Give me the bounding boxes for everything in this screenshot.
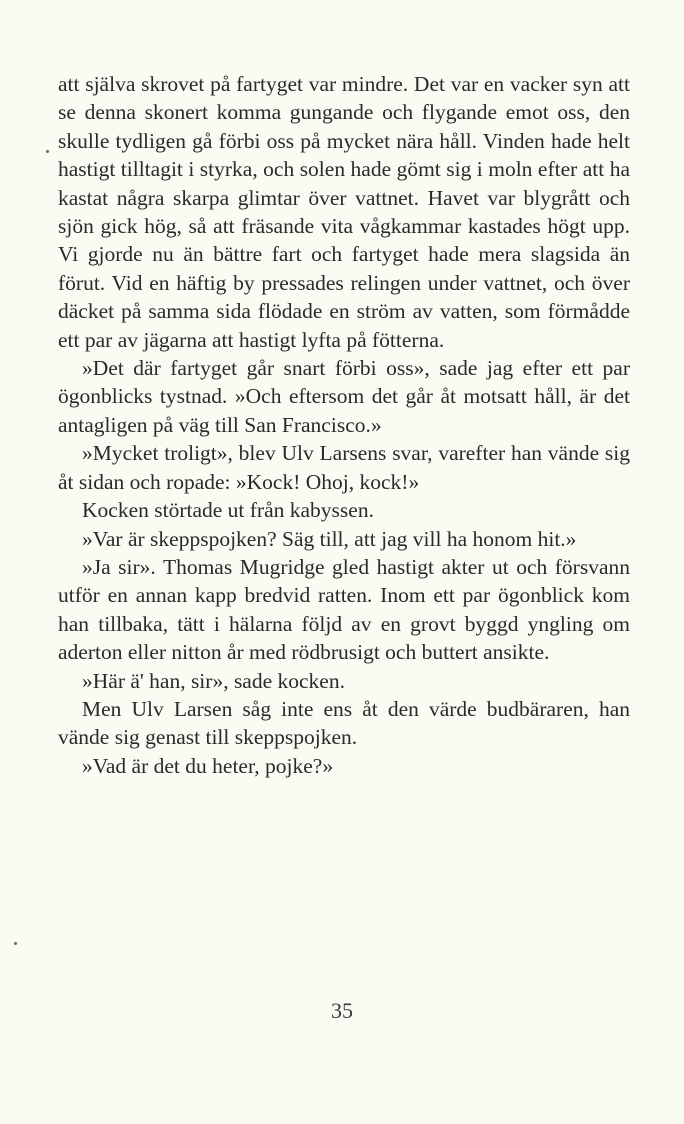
paragraph-9: »Vad är det du heter, pojke?» <box>82 753 334 778</box>
paragraph-2: »Det där fartyget går snart förbi oss», sade jag efter ett par ögonblicks tystnad. »Och eftersom det går åt motsatt håll, är det antagligen på väg till San Francisco.» <box>58 356 630 437</box>
paragraph-4: Kocken störtade ut från kabyssen. <box>82 498 374 523</box>
paragraph-7: »Här ä' han, sir», sade kocken. <box>82 668 345 693</box>
paragraph-3: »Mycket troligt», blev Ulv Larsens svar, varefter han vände sig åt sidan och ropade: »Kock! Ohoj, kock!» <box>58 441 630 494</box>
paragraph-8: Men Ulv Larsen såg inte ens åt den värde budbäraren, han vände sig genast till skeppspojken. <box>58 696 630 750</box>
paragraph-1: att själva skrovet på fartyget var mindre. Det var en vacker syn att se denna skonert komma gungande och flygande emot oss, den skulle tydligen gå förbi oss på mycket nära håll. Vinden hade helt hastigt tilltagit i styrka, och solen hade gömt sig i moln efter att ha kastat några skarpa glimtar över vattnet. Havet var blygrått och sjön gick hög, så att fräsande vita vågkammar kastades högt upp. Vi gjorde nu än bättre fart och fartyget hade mera slagsida än förut. Vid en häftig by pressades relingen under vattnet, och över däcket på samma sida flödade en ström av vatten, som förmådde ett par av jägarna att hastigt lyfta på fötterna. <box>58 72 630 352</box>
page-number: 35 <box>331 998 353 1023</box>
print-speck <box>46 150 49 153</box>
print-speck <box>14 942 17 945</box>
page-text-block <box>58 70 630 780</box>
paragraph-5: »Var är skeppspojken? Säg till, att jag vill ha honom hit.» <box>82 526 577 551</box>
paragraph-6: »Ja sir». Thomas Mugridge gled hastigt akter ut och försvann utför en annan kapp bredvid ratten. Inom ett par ögonblick kom han tillbaka, tätt i hälarna följd av en grovt byggd yngling om aderton eller nitton år med rödbrusigt och buttert ansikte. <box>58 554 630 665</box>
